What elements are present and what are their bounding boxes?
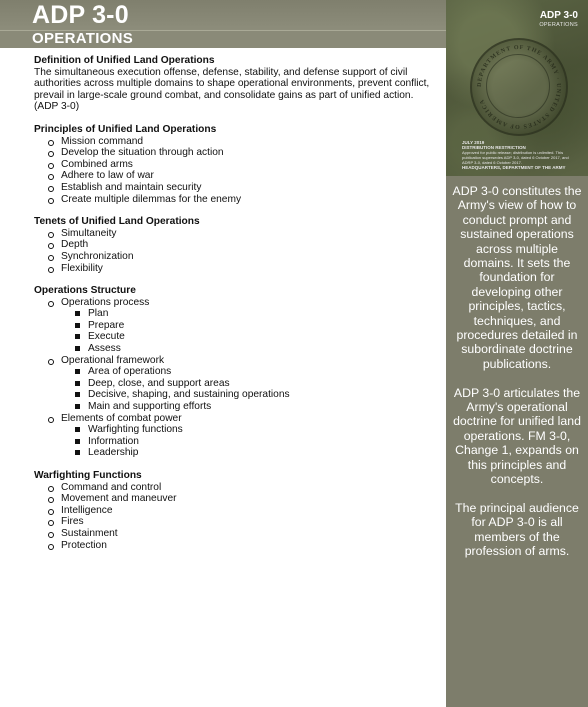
sidebar-paragraph-1: ADP 3-0 constitutes the Army's view of how to conduct prompt and sustained operations across multiple domains. It sets the foundation for developing other principles, tactics, techniques, and procedures detailed in subordinate doctrine publications. [452,184,582,371]
list-item: Adhere to law of war [48,170,439,182]
cover-distribution: DISTRIBUTION RESTRICTION [462,145,526,150]
cover-title: ADP 3-0 [539,10,578,21]
group-label: Operations process [61,296,150,308]
list-item: Movement and maneuver [48,493,439,505]
list-item: Sustainment [48,528,439,540]
list-item: Develop the situation through action [48,147,439,159]
functions-heading: Warfighting Functions [34,470,142,481]
sidebar-text [452,184,582,573]
sub-list [61,424,439,459]
cover-image [446,0,588,176]
sub-list-item: Deep, close, and support areas [74,378,439,390]
list-item: Flexibility [48,263,439,275]
principles-heading: Principles of Unified Land Operations [34,123,217,135]
cover-distribution-note [462,140,572,170]
sub-list-item: Execute [74,331,439,343]
list-item: Combined arms [48,159,439,171]
list-item: Simultaneity [48,228,439,240]
sub-list [61,366,439,412]
sub-list-item: Decisive, shaping, and sustaining operations [74,389,439,401]
list-item: Create multiple dilemmas for the enemy [48,194,439,206]
group-label: Elements of combat power [61,412,182,424]
tenets-section [34,216,439,274]
list-item [48,413,439,459]
page-title: ADP 3-0 [32,1,129,29]
page-subtitle: OPERATIONS [32,30,134,47]
list-item: Synchronization [48,251,439,263]
army-seal-icon [470,38,568,136]
sidebar-paragraph-2: ADP 3-0 articulates the Army's operational doctrine for unified land operations. FM 3-0, Change 1, expands on this principles and concepts. [453,385,581,487]
group-label: Operational framework [61,354,165,366]
list-item: Depth [48,239,439,251]
header-band [0,0,446,48]
sub-list-item: Leadership [74,447,439,459]
cover-hq: HEADQUARTERS, DEPARTMENT OF THE ARMY [462,165,566,170]
cover-date: JULY 2019 [462,140,485,145]
structure-section [34,285,439,459]
sub-list-item: Plan [74,308,439,320]
sub-list-item: Warfighting functions [74,424,439,436]
cover-note-text: Approved for public release; distribution is unlimited. This publication supersedes ADP 3-0, dated 6 October 2017, and ADRP 3-0, dated 6 October 2017. [462,150,569,165]
list-item: Protection [48,540,439,552]
cover-subtitle: OPERATIONS [539,22,578,28]
definition-section [34,55,439,113]
list-item [48,297,439,355]
summary-sidebar [446,176,588,707]
list-item [48,355,439,413]
seal-text: DEPARTMENT OF THE ARMY · UNITED STATES OF AMERICA [476,44,562,130]
list-item: Intelligence [48,505,439,517]
list-item: Command and control [48,482,439,494]
list-item: Fires [48,516,439,528]
tenets-heading: Tenets of Unified Land Operations [34,216,200,228]
sub-list-item: Area of operations [74,366,439,378]
seal-inner-ring [486,54,550,118]
sub-list-item: Assess [74,343,439,355]
definition-text: The simultaneous execution offense, defense, stability, and defense support of civil authorities across multiple domains to shape operational environments, prevent conflict, prevail in large-scale ground combat, and consolidate gains as part of unified action. (ADP 3-0) [34,66,430,113]
sub-list-item: Main and supporting efforts [74,401,439,413]
sub-list [61,308,439,354]
main-content [34,55,439,562]
list-item: Mission command [48,136,439,148]
sidebar-paragraph-3: The principal audience for ADP 3-0 is all members of the profession of arms. [455,500,579,559]
sub-list-item: Information [74,436,439,448]
principles-section [34,124,439,205]
definition-heading: Definition of Unified Land Operations [34,55,215,66]
principles-list [34,136,439,206]
functions-list [34,482,439,552]
list-item: Establish and maintain security [48,182,439,194]
sub-list-item: Prepare [74,320,439,332]
structure-heading: Operations Structure [34,285,136,297]
functions-section [34,470,439,551]
structure-list [34,297,439,459]
tenets-list [34,228,439,274]
